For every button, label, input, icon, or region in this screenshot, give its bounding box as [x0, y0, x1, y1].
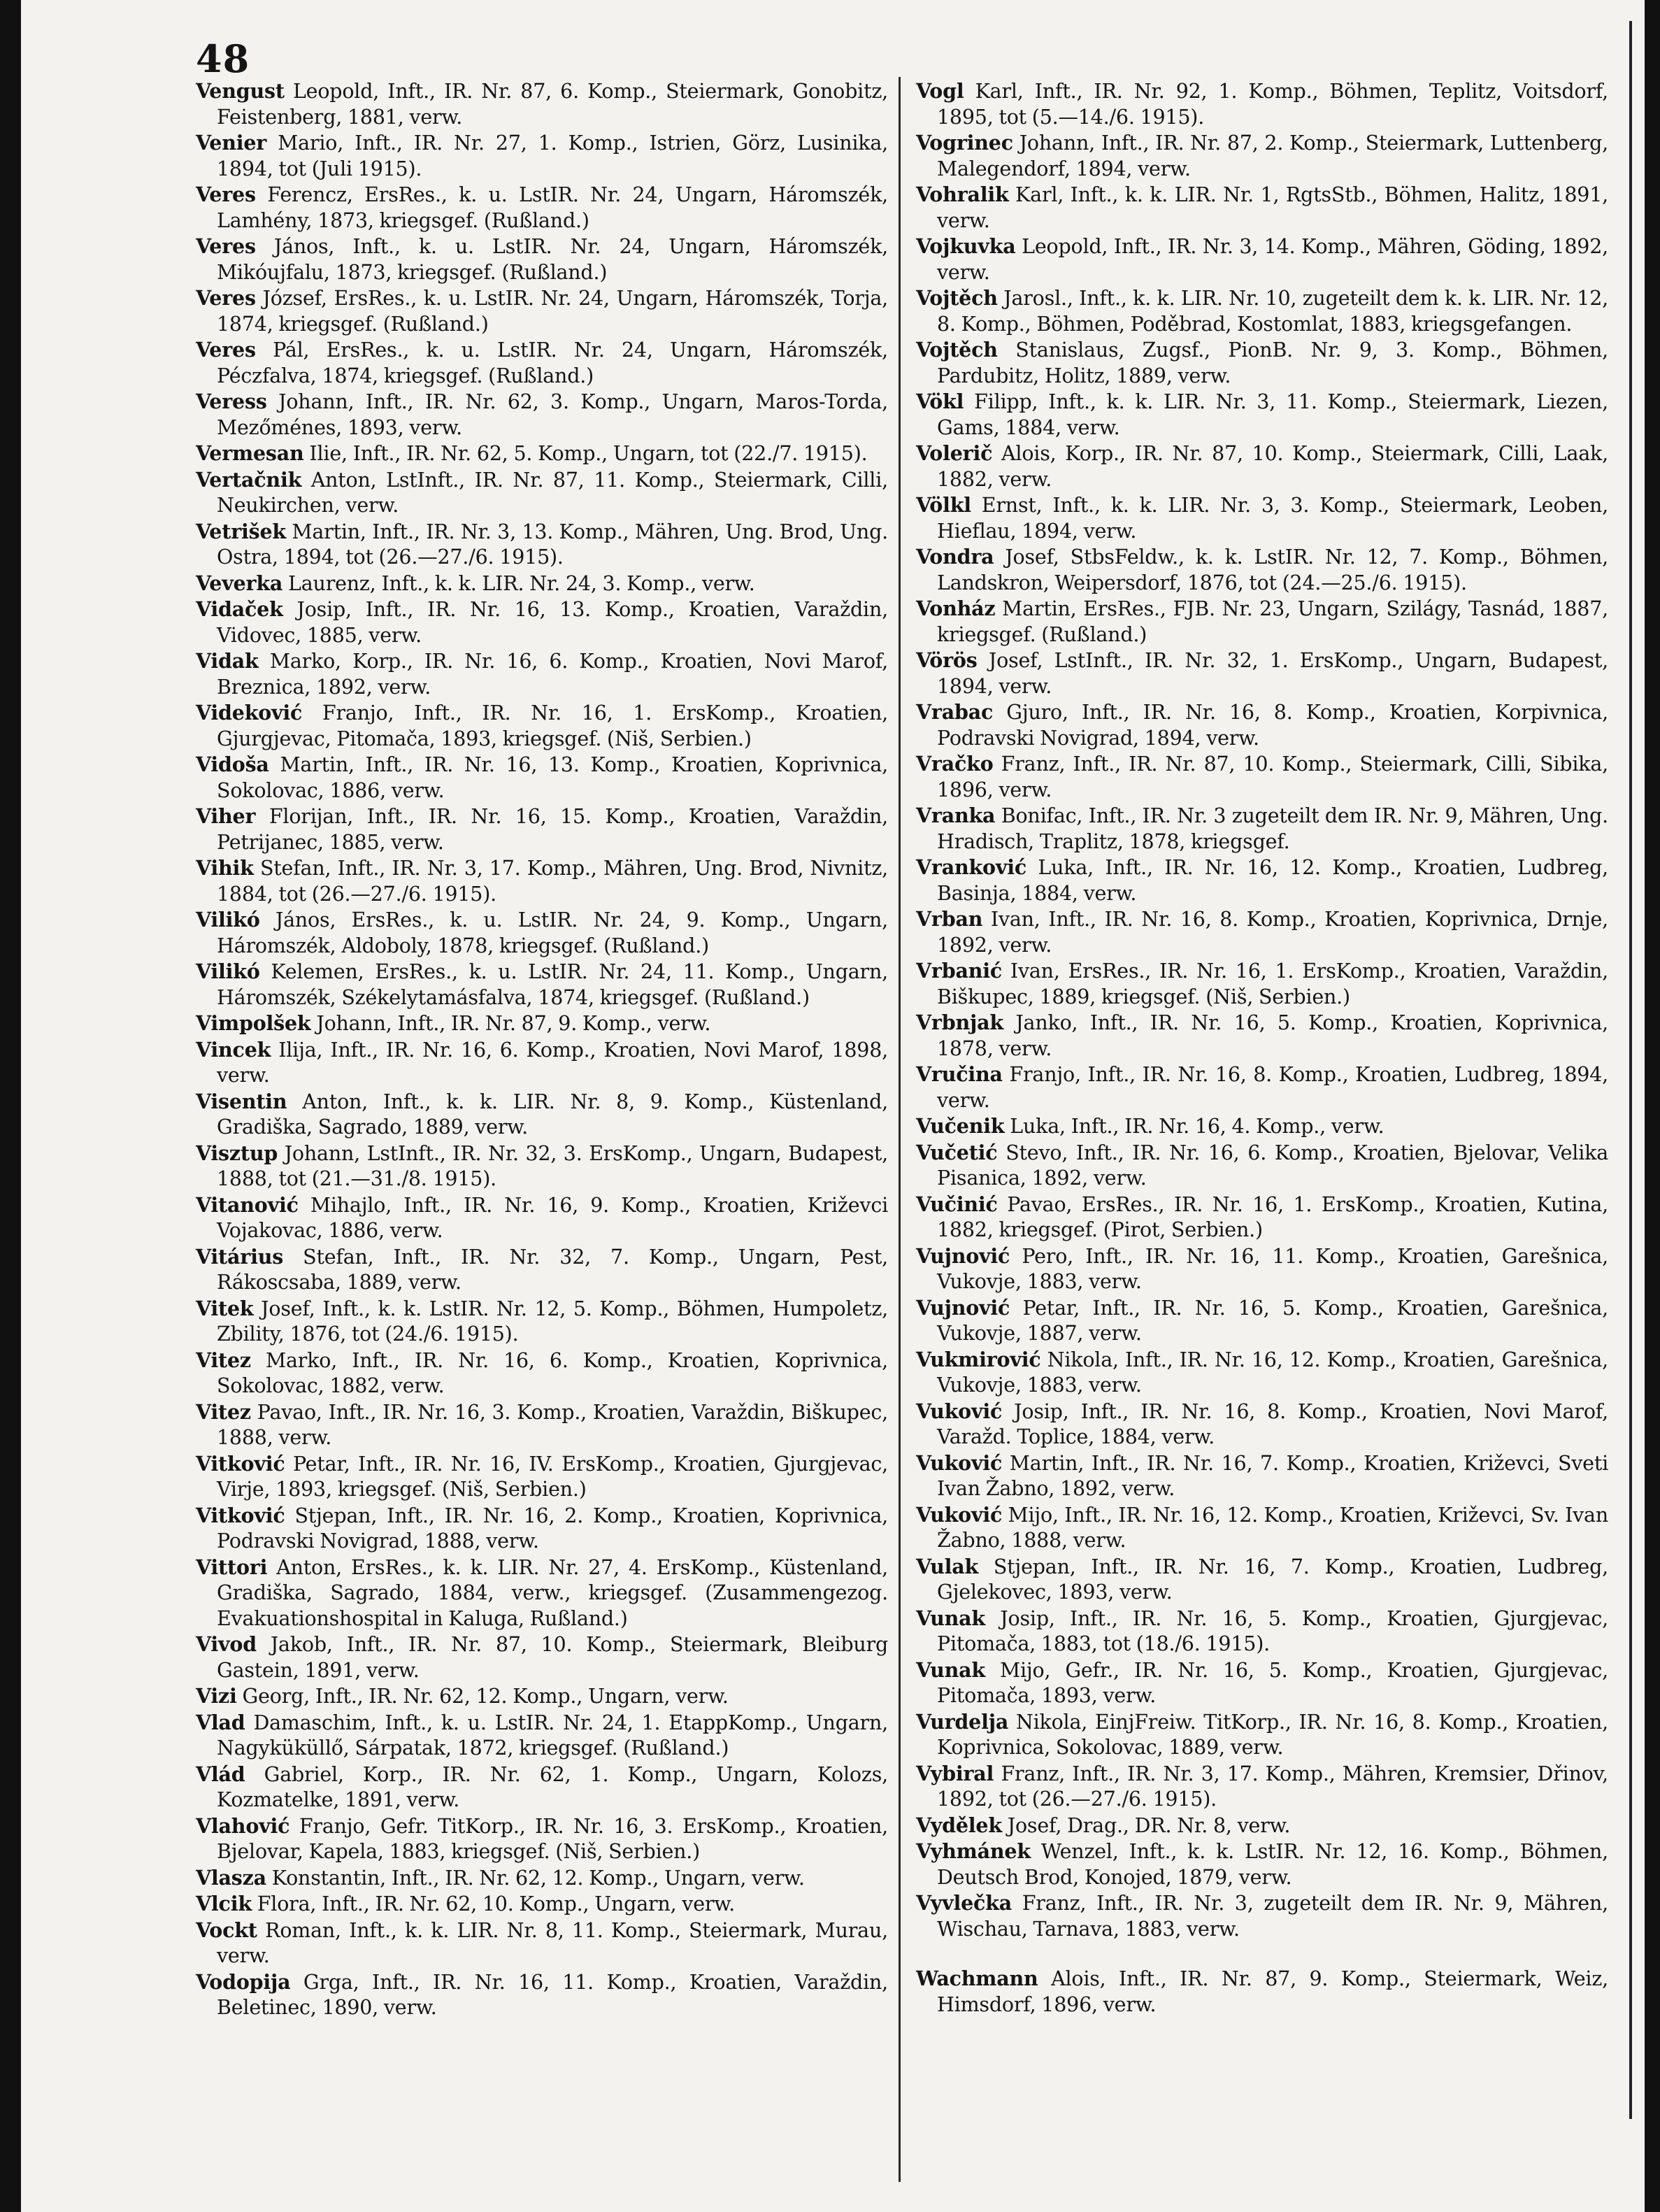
entry-details: Franjo, Gefr. TitKorp., IR. Nr. 16, 3. ErsKomp., Kroatien, Bjelovar, Kapela, 1883, kriegsgef. (Niš, Serbien.) — [217, 1814, 888, 1863]
entry-surname: Vihik — [196, 856, 254, 880]
list-entry — [916, 337, 1608, 389]
entry-surname: Vincek — [196, 1037, 271, 1062]
entry-details: Anton, LstInft., IR. Nr. 87, 11. Komp., Steiermark, Cilli, Neukirchen, verw. — [217, 468, 888, 517]
entry-details: János, ErsRes., k. u. LstIR. Nr. 24, 9. Komp., Ungarn, Háromszék, Aldoboly, 1878, kriegsgef. (Rußland.) — [217, 908, 888, 957]
entry-surname: Veres — [196, 234, 256, 258]
list-entry — [916, 130, 1608, 182]
list-entry — [916, 1399, 1608, 1450]
entry-details: Franz, Inft., IR. Nr. 3, 17. Komp., Mähren, Kremsier, Dřinov, 1892, tot (26.—27./6. 1915). — [937, 1762, 1608, 1811]
entry-details: Martin, Inft., IR. Nr. 3, 13. Komp., Mähren, Ung. Brod, Ung. Ostra, 1894, tot (26.—27./6. 1915). — [217, 520, 888, 569]
list-entry — [916, 1010, 1608, 1062]
entry-details: Martin, Inft., IR. Nr. 16, 7. Komp., Kroatien, Križevci, Sveti Ivan Žabno, 1892, verw. — [937, 1451, 1608, 1500]
entry-surname: Vrban — [916, 907, 983, 931]
entry-surname: Wachmann — [916, 1967, 1038, 1990]
list-entry — [916, 182, 1608, 234]
entry-details: Martin, ErsRes., FJB. Nr. 23, Ungarn, Szilágy, Tasnád, 1887, kriegsgef. (Rußland.) — [937, 597, 1608, 646]
entry-details: Josef, LstInft., IR. Nr. 32, 1. ErsKomp., Ungarn, Budapest, 1894, verw. — [937, 649, 1608, 698]
entry-surname: Vitković — [196, 1503, 285, 1527]
entry-details: Laurenz, Inft., k. k. LIR. Nr. 24, 3. Komp., verw. — [282, 571, 755, 595]
list-entry — [916, 389, 1608, 441]
list-entry — [916, 1450, 1608, 1502]
entry-details: Anton, Inft., k. k. LIR. Nr. 8, 9. Komp., Küstenland, Gradiška, Sagrado, 1889, verw. — [217, 1090, 888, 1139]
entry-details: Stevo, Inft., IR. Nr. 16, 6. Komp., Kroatien, Bjelovar, Velika Pisanica, 1892, verw. — [937, 1141, 1608, 1190]
entry-details: Anton, ErsRes., k. k. LIR. Nr. 27, 4. ErsKomp., Küstenland, Gradiška, Sagrado, 1884, verw., kriegsgef. (Zusammengezog. Evakuationshospital in Kaluga, Rußland.) — [217, 1555, 888, 1630]
entry-surname: Vrabac — [916, 700, 994, 724]
entry-details: Georg, Inft., IR. Nr. 62, 12. Komp., Ungarn, verw. — [236, 1685, 729, 1708]
entry-surname: Vunak — [916, 1606, 985, 1630]
list-entry — [196, 1503, 888, 1555]
list-entry — [916, 1606, 1608, 1657]
entry-surname: Vockt — [196, 1918, 257, 1942]
entry-details: Ilie, Inft., IR. Nr. 62, 5. Komp., Ungarn, tot (22./7. 1915). — [303, 442, 868, 465]
list-entry — [196, 78, 888, 130]
list-entry — [916, 1761, 1608, 1813]
entry-surname: Vyvlečka — [916, 1891, 1013, 1915]
entry-details: Mijo, Gefr., IR. Nr. 16, 5. Komp., Kroatien, Gjurgjevac, Pitomača, 1893, verw. — [937, 1658, 1608, 1707]
entry-details: Johann, LstInft., IR. Nr. 32, 3. ErsKomp., Ungarn, Budapest, 1888, tot (21.—31./8. 1915). — [217, 1141, 888, 1190]
entry-details: Ilija, Inft., IR. Nr. 16, 6. Komp., Kroatien, Novi Marof, 1898, verw. — [217, 1038, 888, 1087]
entry-details: Petar, Inft., IR. Nr. 16, IV. ErsKomp., Kroatien, Gjurgjevac, Virje, 1893, kriegsgef. (Niš, Serbien.) — [217, 1452, 888, 1501]
list-entry — [196, 959, 888, 1011]
entry-surname: Vuković — [916, 1502, 1003, 1527]
list-entry — [196, 1710, 888, 1762]
entry-details: János, Inft., k. u. LstIR. Nr. 24, Ungarn, Háromszék, Mikóujfalu, 1873, kriegsgef. (Rußland.) — [217, 235, 888, 284]
entry-details: Ferencz, ErsRes., k. u. LstIR. Nr. 24, Ungarn, Háromszék, Lamhény, 1873, kriegsgef. (Rußland.) — [217, 183, 888, 232]
entry-details: Stefan, Inft., IR. Nr. 3, 17. Komp., Mähren, Ung. Brod, Nivnitz, 1884, tot (26.—27./6. 1915). — [217, 857, 888, 906]
list-entry — [916, 1243, 1608, 1295]
list-entry — [196, 182, 888, 234]
entry-surname: Venier — [196, 131, 267, 155]
entry-details: Pavao, Inft., IR. Nr. 16, 3. Komp., Kroatien, Varaždin, Biškupec, 1888, verw. — [217, 1400, 888, 1449]
list-entry — [196, 597, 888, 648]
entry-details: Marko, Inft., IR. Nr. 16, 6. Komp., Kroatien, Koprivnica, Sokolovac, 1882, verw. — [217, 1348, 888, 1397]
entry-surname: Vivod — [196, 1632, 257, 1656]
entry-details: Johann, Inft., IR. Nr. 87, 9. Komp., verw. — [310, 1012, 711, 1035]
entry-surname: Vidoša — [196, 752, 269, 776]
entry-details: Alois, Korp., IR. Nr. 87, 10. Komp., Steiermark, Cilli, Laak, 1882, verw. — [937, 442, 1608, 491]
list-entry — [196, 1683, 888, 1710]
list-entry — [196, 285, 888, 337]
entry-surname: Vogl — [916, 79, 964, 103]
entry-details: Mario, Inft., IR. Nr. 27, 1. Komp., Istrien, Görz, Lusinika, 1894, tot (Juli 1915). — [217, 131, 888, 180]
list-entry — [916, 441, 1608, 492]
entry-surname: Vyhmánek — [916, 1839, 1031, 1863]
entry-details: Janko, Inft., IR. Nr. 16, 5. Komp., Kroatien, Koprivnica, 1878, verw. — [937, 1011, 1608, 1060]
list-entry — [196, 1399, 888, 1451]
entry-surname: Vučinić — [916, 1192, 998, 1216]
entry-details: Pavao, ErsRes., IR. Nr. 16, 1. ErsKomp., Kroatien, Kutina, 1882, kriegsgef. (Pirot, Serbien.) — [937, 1192, 1608, 1241]
entry-surname: Vitez — [196, 1348, 251, 1372]
entry-details: Franz, Inft., IR. Nr. 87, 10. Komp., Steiermark, Cilli, Sibika, 1896, verw. — [937, 752, 1608, 801]
entry-details: Martin, Inft., IR. Nr. 16, 13. Komp., Kroatien, Koprivnica, Sokolovac, 1886, verw. — [217, 753, 888, 802]
list-entry — [196, 441, 888, 467]
entry-surname: Vitek — [196, 1296, 254, 1320]
entry-details: Florijan, Inft., IR. Nr. 16, 15. Komp., Kroatien, Varaždin, Petrijanec, 1885, verw. — [217, 805, 888, 854]
entry-details: Johann, Inft., IR. Nr. 87, 2. Komp., Steiermark, Luttenberg, Malegendorf, 1894, verw. — [937, 131, 1608, 180]
entry-surname: Vitanović — [196, 1192, 299, 1217]
entry-details: Luka, Inft., IR. Nr. 16, 4. Komp., verw. — [1004, 1115, 1384, 1138]
list-entry — [196, 234, 888, 285]
list-entry — [196, 519, 888, 571]
list-entry — [916, 648, 1608, 699]
list-entry — [916, 1192, 1608, 1243]
list-entry — [196, 1865, 888, 1892]
entry-surname: Vitković — [196, 1451, 285, 1476]
list-entry — [916, 1347, 1608, 1399]
list-entry — [916, 855, 1608, 906]
entry-surname: Vermesan — [196, 441, 304, 465]
list-entry — [916, 596, 1608, 648]
entry-surname: Vukmirović — [916, 1347, 1041, 1371]
list-entry — [916, 1890, 1608, 1942]
list-entry — [196, 1011, 888, 1037]
list-entry — [916, 78, 1608, 130]
entry-details: Nikola, EinjFreiw. TitKorp., IR. Nr. 16, 8. Komp., Kroatien, Koprivnica, Sokolovac, 1889, verw. — [937, 1710, 1608, 1759]
entry-details: Stjepan, Inft., IR. Nr. 16, 2. Komp., Kroatien, Koprivnica, Podravski Novigrad, 1888, verw. — [217, 1504, 888, 1553]
list-entry — [196, 1141, 888, 1192]
entry-surname: Vulak — [916, 1554, 979, 1578]
entry-surname: Vojkuvka — [916, 234, 1016, 258]
entry-surname: Veverka — [196, 571, 283, 595]
list-entry — [196, 855, 888, 907]
entry-surname: Vranković — [916, 855, 1027, 879]
entry-surname: Volerič — [916, 441, 993, 465]
scan-border-right — [1645, 0, 1660, 2212]
entry-surname: Vondra — [916, 545, 994, 569]
list-entry — [196, 467, 888, 519]
entry-surname: Vlcik — [196, 1892, 252, 1915]
list-entry — [196, 700, 888, 752]
entry-details: Ivan, ErsRes., IR. Nr. 16, 1. ErsKomp., Kroatien, Varaždin, Biškupec, 1889, kriegsgef. (Niš, Serbien.) — [937, 959, 1608, 1008]
column-right — [916, 78, 1608, 2018]
entry-surname: Vohralik — [916, 183, 1009, 206]
entry-surname: Vidaček — [196, 597, 283, 621]
entry-surname: Vrbanić — [916, 959, 1003, 983]
entry-details: Stefan, Inft., IR. Nr. 32, 7. Komp., Ungarn, Pest, Rákoscsaba, 1889, verw. — [217, 1245, 888, 1294]
entry-details: Josef, Drag., DR. Nr. 8, verw. — [1001, 1813, 1291, 1837]
entry-details: Karl, Inft., IR. Nr. 92, 1. Komp., Böhmen, Teplitz, Voitsdorf, 1895, tot (5.—14./6. 1915). — [937, 80, 1608, 129]
entry-surname: Vujnović — [916, 1243, 1010, 1268]
entry-surname: Vranka — [916, 804, 996, 827]
entry-details: Josef, Inft., k. k. LstIR. Nr. 12, 5. Komp., Böhmen, Humpoletz, Zbility, 1876, tot (24./6. 1915). — [217, 1297, 888, 1346]
list-entry — [196, 907, 888, 959]
entry-surname: Vodopija — [196, 1969, 291, 1994]
entry-surname: Vimpolšek — [196, 1011, 311, 1035]
list-entry — [916, 1554, 1608, 1606]
list-entry — [196, 1451, 888, 1503]
list-entry — [196, 1348, 888, 1399]
entry-surname: Visentin — [196, 1089, 287, 1113]
list-entry — [916, 1966, 1608, 2018]
entry-details: Josef, StbsFeldw., k. k. LstIR. Nr. 12, 7. Komp., Böhmen, Landskron, Weipersdorf, 1876, tot (24.—25./6. 1915). — [937, 545, 1608, 594]
entry-details: Johann, Inft., IR. Nr. 62, 3. Komp., Ungarn, Maros-Torda, Mezőménes, 1893, verw. — [217, 390, 888, 439]
entry-surname: Vetrišek — [196, 519, 286, 543]
entry-details: Petar, Inft., IR. Nr. 16, 5. Komp., Kroatien, Garešnica, Vukovje, 1887, verw. — [937, 1296, 1608, 1345]
list-entry — [916, 751, 1608, 803]
entry-details: Konstantin, Inft., IR. Nr. 62, 12. Komp., Ungarn, verw. — [266, 1866, 805, 1890]
list-entry — [916, 544, 1608, 596]
entry-surname: Vitárius — [196, 1244, 284, 1269]
entry-details: Josip, Inft., IR. Nr. 16, 8. Komp., Kroatien, Novi Marof, Varažd. Toplice, 1884, verw. — [937, 1399, 1608, 1448]
entry-details: Luka, Inft., IR. Nr. 16, 12. Komp., Kroatien, Ludbreg, Basinja, 1884, verw. — [937, 856, 1608, 905]
entry-surname: Vidak — [196, 649, 259, 673]
entry-details: Gabriel, Korp., IR. Nr. 62, 1. Komp., Ungarn, Kolozs, Kozmatelke, 1891, verw. — [217, 1762, 888, 1811]
entry-surname: Vitez — [196, 1399, 251, 1424]
list-entry — [196, 1813, 888, 1865]
list-entry — [196, 389, 888, 441]
entry-surname: Vybiral — [916, 1761, 994, 1785]
entry-details: Gjuro, Inft., IR. Nr. 16, 8. Komp., Kroatien, Korpivnica, Podravski Novigrad, 1894, verw. — [937, 701, 1608, 750]
entry-surname: Visztup — [196, 1141, 278, 1165]
entry-details: Franz, Inft., IR. Nr. 3, zugeteilt dem IR. Nr. 9, Mähren, Wischau, Tarnava, 1883, verw. — [937, 1892, 1608, 1941]
entry-details: Stjepan, Inft., IR. Nr. 16, 7. Komp., Kroatien, Ludbreg, Gjelekovec, 1893, verw. — [937, 1555, 1608, 1604]
entry-details: Leopold, Inft., IR. Nr. 3, 14. Komp., Mähren, Göding, 1892, verw. — [937, 235, 1608, 284]
list-entry — [916, 803, 1608, 855]
entry-surname: Vilikó — [196, 959, 260, 983]
entry-details: Marko, Korp., IR. Nr. 16, 6. Komp., Kroatien, Novi Marof, Breznica, 1892, verw. — [217, 650, 888, 699]
list-entry — [196, 337, 888, 389]
entry-surname: Videković — [196, 701, 303, 725]
entry-surname: Veres — [196, 286, 256, 310]
list-entry — [196, 571, 888, 597]
section-gap — [916, 1942, 1608, 1966]
list-entry — [916, 1502, 1608, 1554]
list-entry — [916, 1295, 1608, 1347]
entry-details: Filipp, Inft., k. k. LIR. Nr. 3, 11. Komp., Steiermark, Liezen, Gams, 1884, verw. — [937, 390, 1608, 439]
list-entry — [916, 699, 1608, 751]
entry-details: Kelemen, ErsRes., k. u. LstIR. Nr. 24, 11. Komp., Ungarn, Háromszék, Székelytamásfalva, 1874, kriegsgef. (Rußland.) — [217, 960, 888, 1009]
entry-details: Karl, Inft., k. k. LIR. Nr. 1, RgtsStb., Böhmen, Halitz, 1891, verw. — [937, 183, 1608, 232]
list-entry — [196, 1244, 888, 1296]
list-entry — [196, 648, 888, 700]
entry-surname: Vlasza — [196, 1865, 266, 1890]
scan-border-left — [0, 0, 21, 2212]
entry-details: Franjo, Inft., IR. Nr. 16, 1. ErsKomp., Kroatien, Gjurgjevac, Pitomača, 1893, kriegsgef. (Niš, Serbien.) — [217, 701, 888, 750]
list-entry — [916, 906, 1608, 958]
list-entry — [196, 1192, 888, 1244]
entry-details: Damaschim, Inft., k. u. LstIR. Nr. 24, 1. EtappKomp., Ungarn, Nagyküküllő, Sárpatak, 1872, kriegsgef. (Rußland.) — [217, 1711, 888, 1760]
entry-details: Ivan, Inft., IR. Nr. 16, 8. Komp., Kroatien, Koprivnica, Drnje, 1892, verw. — [937, 908, 1608, 957]
entry-surname: Vertačnik — [196, 467, 302, 492]
entry-surname: Vlahović — [196, 1813, 290, 1838]
entry-details: József, ErsRes., k. u. LstIR. Nr. 24, Ungarn, Háromszék, Torja, 1874, kriegsgef. (Rußland.) — [217, 287, 888, 336]
entry-details: Leopold, Inft., IR. Nr. 87, 6. Komp., Steiermark, Gonobitz, Feistenberg, 1881, verw. — [217, 80, 888, 129]
list-entry — [916, 1839, 1608, 1890]
list-entry — [196, 752, 888, 804]
list-entry — [196, 1089, 888, 1141]
entry-surname: Vojtěch — [916, 286, 998, 310]
entry-surname: Vittori — [196, 1555, 268, 1579]
entry-surname: Vlád — [196, 1762, 245, 1786]
entry-surname: Vručina — [916, 1062, 1003, 1086]
entry-surname: Veres — [196, 338, 256, 362]
list-entry — [196, 804, 888, 855]
entry-surname: Vujnović — [916, 1295, 1010, 1320]
entry-details: Mihajlo, Inft., IR. Nr. 16, 9. Komp., Kroatien, Križevci Vojakovac, 1886, verw. — [217, 1193, 888, 1242]
entry-details: Flora, Inft., IR. Nr. 62, 10. Komp., Ungarn, verw. — [251, 1892, 735, 1915]
page-number: 48 — [196, 36, 250, 81]
list-entry — [196, 1037, 888, 1089]
entry-details: Bonifac, Inft., IR. Nr. 3 zugeteilt dem IR. Nr. 9, Mähren, Ung. Hradisch, Traplitz, 1878, kriegsgef. — [937, 804, 1608, 853]
entry-details: Jakob, Inft., IR. Nr. 87, 10. Komp., Steiermark, Bleiburg Gastein, 1891, verw. — [217, 1633, 888, 1682]
list-entry — [916, 1813, 1608, 1839]
entry-surname: Vučenik — [916, 1114, 1005, 1138]
list-entry — [196, 1918, 888, 1969]
entry-details: Josip, Inft., IR. Nr. 16, 13. Komp., Kroatien, Varaždin, Vidovec, 1885, verw. — [217, 598, 888, 647]
entry-surname: Vurdelja — [916, 1709, 1009, 1734]
list-entry — [916, 1113, 1608, 1140]
entry-details: Wenzel, Inft., k. k. LstIR. Nr. 12, 16. Komp., Böhmen, Deutsch Brod, Konojed, 1879, verw. — [937, 1840, 1608, 1889]
list-entry — [196, 1891, 888, 1918]
entry-details: Franjo, Inft., IR. Nr. 16, 8. Komp., Kroatien, Ludbreg, 1894, verw. — [937, 1063, 1608, 1112]
entry-surname: Vogrinec — [916, 131, 1013, 155]
entry-surname: Vojtěch — [916, 338, 998, 362]
entry-surname: Vizi — [196, 1684, 237, 1708]
list-entry — [196, 1555, 888, 1632]
entry-details: Alois, Inft., IR. Nr. 87, 9. Komp., Steiermark, Weiz, Himsdorf, 1896, verw. — [937, 1967, 1608, 2016]
entry-surname: Vrbnjak — [916, 1011, 1003, 1034]
entry-surname: Veres — [196, 183, 256, 206]
entry-details: Stanislaus, Zugsf., PionB. Nr. 9, 3. Komp., Böhmen, Pardubitz, Holitz, 1889, verw. — [937, 338, 1608, 387]
entry-surname: Völkl — [916, 493, 971, 517]
entry-surname: Vengust — [196, 79, 285, 103]
list-entry — [916, 1140, 1608, 1192]
entry-details: Pero, Inft., IR. Nr. 16, 11. Komp., Kroatien, Garešnica, Vukovje, 1883, verw. — [937, 1244, 1608, 1293]
entry-surname: Vlad — [196, 1710, 245, 1734]
list-entry — [196, 1969, 888, 2021]
list-entry — [916, 285, 1608, 337]
list-entry — [196, 1632, 888, 1683]
list-entry — [916, 492, 1608, 544]
entry-details: Ernst, Inft., k. k. LIR. Nr. 3, 3. Komp., Steiermark, Leoben, Hieflau, 1894, verw. — [937, 494, 1608, 543]
entry-surname: Viher — [196, 804, 256, 828]
list-entry — [916, 234, 1608, 285]
list-entry — [196, 130, 888, 182]
entry-surname: Vučetić — [916, 1140, 998, 1164]
entry-surname: Vuković — [916, 1450, 1003, 1475]
entry-surname: Vračko — [916, 752, 994, 776]
entry-surname: Vilikó — [196, 908, 260, 932]
column-left — [196, 78, 888, 2021]
entry-surname: Vonház — [916, 597, 996, 620]
entry-details: Jarosl., Inft., k. k. LIR. Nr. 10, zugeteilt dem k. k. LIR. Nr. 12, 8. Komp., Böhmen, Poděbrad, Kostomlat, 1883, kriegsgefangen. — [937, 287, 1608, 336]
entry-surname: Vuković — [916, 1399, 1003, 1423]
entry-surname: Veress — [196, 390, 267, 413]
entry-details: Pál, ErsRes., k. u. LstIR. Nr. 24, Ungarn, Háromszék, Péczfalva, 1874, kriegsgef. (Rußland.) — [217, 338, 888, 387]
entry-details: Roman, Inft., k. k. LIR. Nr. 8, 11. Komp., Steiermark, Murau, verw. — [217, 1918, 888, 1967]
entry-surname: Vörös — [916, 648, 978, 672]
list-entry — [916, 1657, 1608, 1709]
entry-surname: Vunak — [916, 1657, 985, 1682]
entry-details: Nikola, Inft., IR. Nr. 16, 12. Komp., Kroatien, Garešnica, Vukovje, 1883, verw. — [937, 1348, 1608, 1397]
list-entry — [916, 958, 1608, 1010]
entry-surname: Vökl — [916, 390, 964, 413]
entry-details: Mijo, Inft., IR. Nr. 16, 12. Komp., Kroatien, Križevci, Sv. Ivan Žabno, 1888, verw. — [937, 1503, 1608, 1552]
scan-border-inner — [1629, 21, 1632, 2119]
entry-surname: Vydělek — [916, 1813, 1002, 1837]
list-entry — [196, 1296, 888, 1348]
entry-details: Josip, Inft., IR. Nr. 16, 5. Komp., Kroatien, Gjurgjevac, Pitomača, 1883, tot (18./6. 1915). — [937, 1606, 1608, 1655]
entry-details: Grga, Inft., IR. Nr. 16, 11. Komp., Kroatien, Varaždin, Beletinec, 1890, verw. — [217, 1970, 888, 2019]
list-entry — [196, 1762, 888, 1813]
list-entry — [916, 1709, 1608, 1761]
column-divider — [899, 77, 901, 2182]
list-entry — [916, 1062, 1608, 1113]
